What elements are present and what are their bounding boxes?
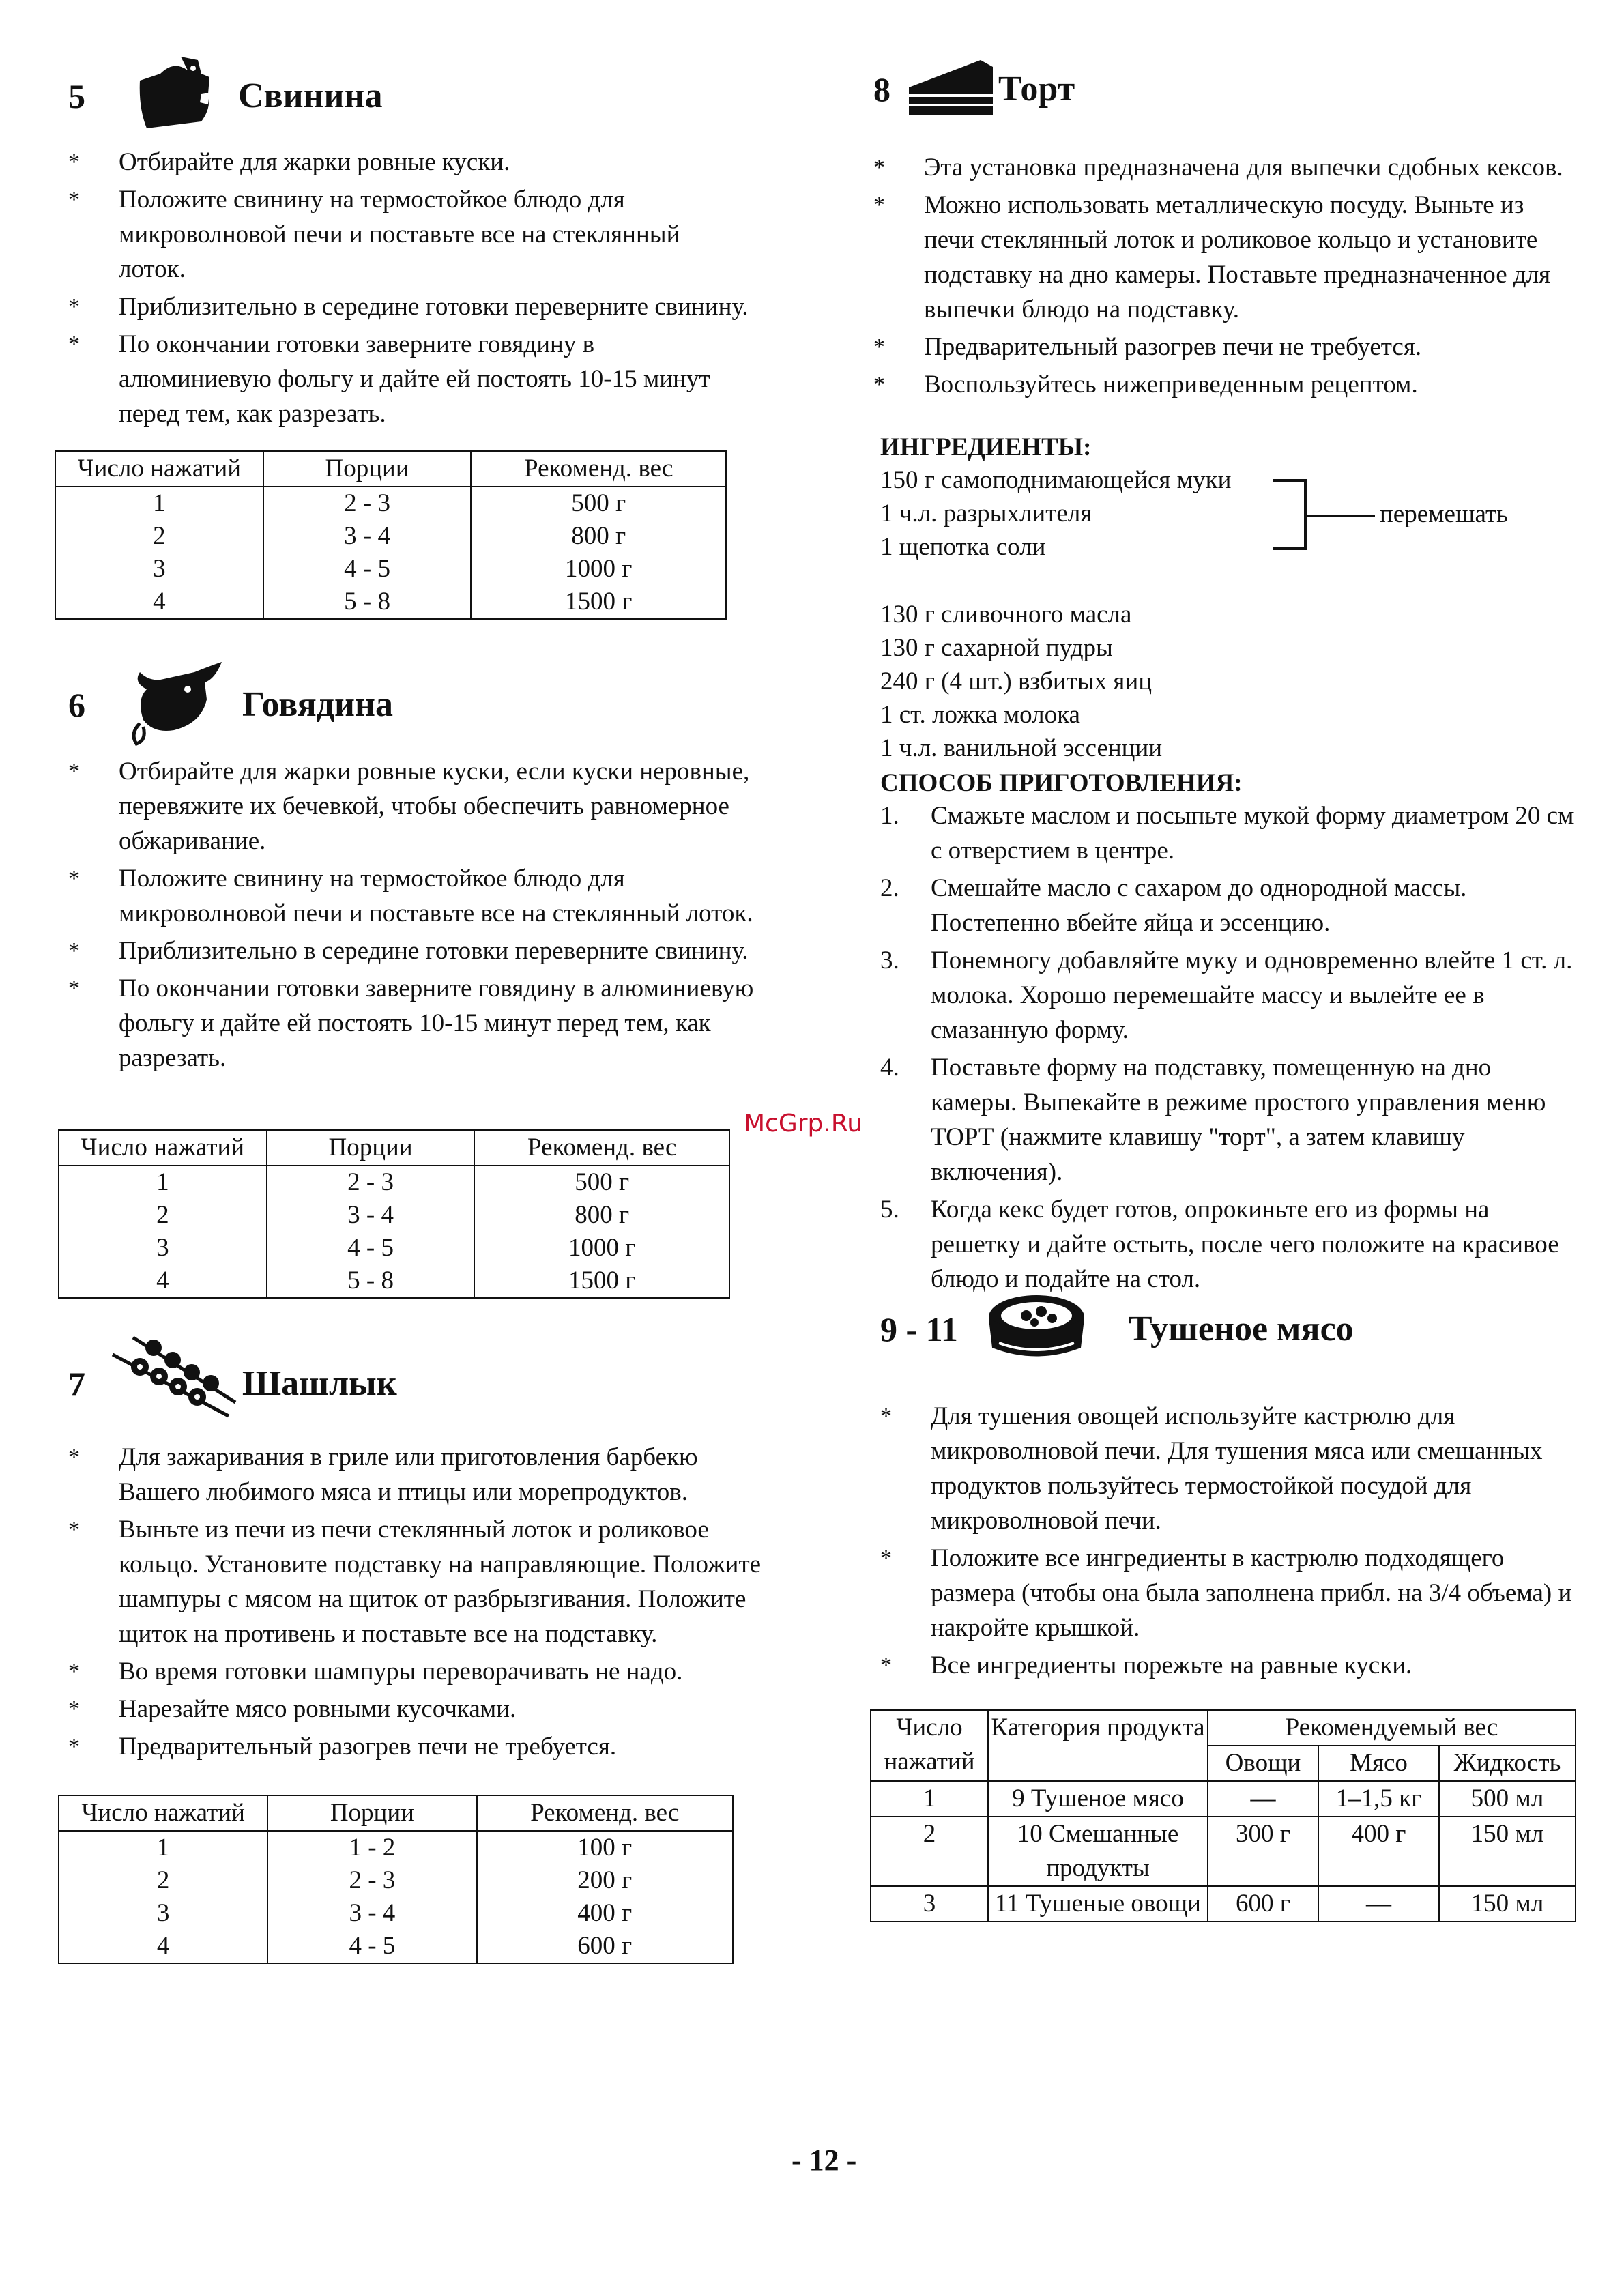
bullet-star: * [68, 149, 80, 175]
method-step [880, 943, 1583, 1047]
table-cell: 2 - 3 [267, 1864, 476, 1897]
bullet-text: Для тушения овощей используйте кастрюлю для микроволновой печи. Для тушения мяса или смешанных продуктов пользуйтесь термостойкой посудой для микроволновой печи. [931, 1402, 1543, 1535]
list-item [68, 182, 751, 287]
bullet-star: * [68, 759, 80, 784]
cake-number: 8 [873, 70, 890, 109]
table-row [59, 1166, 729, 1199]
beef-number: 6 [68, 685, 85, 724]
table-row [55, 520, 726, 553]
bullet-star: * [68, 1659, 80, 1684]
bullet-text: Отбирайте для жарки ровные куски. [119, 148, 510, 176]
bullet-text: По окончании готовки заверните говядину в алюминиевую фольгу и дайте ей постоять 10-15 минут перед тем, как разрезать. [119, 974, 754, 1072]
pork-heading [68, 53, 382, 139]
table-cell: 1 [59, 1831, 267, 1864]
table-cell: 4 - 5 [263, 553, 472, 585]
kebab-title: Шашлык [242, 1364, 397, 1403]
bullet-text: Положите все ингредиенты в кастрюлю подходящего размера (чтобы она была заполнена прибл. на 3/4 объема) и накройте крышкой. [931, 1544, 1572, 1642]
table-cell: 400 г [477, 1897, 733, 1930]
table-cell: 3 - 4 [267, 1897, 476, 1930]
table-cell: 2 [59, 1199, 267, 1232]
table-header: Число нажатий [59, 1795, 267, 1831]
list-item [873, 188, 1569, 327]
stew-cell-liquid: 150 мл [1439, 1817, 1576, 1886]
table-cell: 2 - 3 [267, 1166, 475, 1199]
method-step [880, 1050, 1583, 1189]
skewers-icon [106, 1334, 242, 1433]
table-row [59, 1232, 729, 1264]
stew-cell-veg: — [1208, 1781, 1318, 1817]
table-row [59, 1831, 733, 1864]
table-cell: 3 [59, 1232, 267, 1264]
stew-cell-presses: 1 [871, 1781, 988, 1817]
ingredient-line: 130 г сахарной пудры [880, 634, 1113, 662]
step-number: 1. [880, 802, 899, 830]
beef-bullets [68, 754, 778, 1078]
table-cell: 1 - 2 [267, 1831, 476, 1864]
stew-cell-meat: 400 г [1318, 1817, 1439, 1886]
bullet-star: * [873, 334, 885, 360]
ingredient-line: 1 щепотка соли [880, 533, 1046, 561]
bullet-star: * [873, 155, 885, 180]
pork-number: 5 [68, 76, 85, 115]
pork-title: Свинина [238, 76, 383, 115]
ingredient-line: 240 г (4 шт.) взбитых яиц [880, 667, 1152, 695]
list-item [880, 1541, 1583, 1645]
list-item [68, 861, 778, 931]
cake-heading [873, 53, 1075, 125]
list-item [68, 1654, 778, 1689]
bullet-text: Положите свинину на термостойкое блюдо для микроволновой печи и поставьте все на стеклянный лоток. [119, 865, 753, 927]
beef-title: Говядина [242, 685, 393, 724]
page-number: - 12 - [792, 2143, 857, 2177]
bullet-star: * [68, 1734, 80, 1759]
table-cell: 3 [59, 1897, 267, 1930]
table-row [59, 1930, 733, 1963]
table-header: Рекоменд. вес [477, 1795, 733, 1831]
table-row [871, 1886, 1576, 1922]
bullet-star: * [68, 1517, 80, 1542]
cake-title: Торт [998, 70, 1075, 109]
step-text: Смажьте маслом и посыпьте мукой форму диаметром 20 см с отверстием в центре. [931, 802, 1574, 865]
list-item [880, 1399, 1583, 1538]
bullet-star: * [68, 866, 80, 891]
table-row [871, 1781, 1576, 1817]
ingredient-line: 1 ч.л. разрыхлителя [880, 500, 1092, 527]
method-step [880, 1192, 1583, 1297]
stew-title: Тушеное мясо [1128, 1310, 1354, 1348]
table-cell: 200 г [477, 1864, 733, 1897]
cake-slice-icon [905, 53, 994, 125]
pot-icon [985, 1290, 1088, 1368]
bullet-text: Предварительный разогрев печи не требуется. [924, 333, 1422, 361]
step-text: Поставьте форму на подставку, помещенную на дно камеры. Выпекайте в режиме простого управления меню ТОРТ (нажмите клавишу "торт", а затем клавишу включения). [931, 1054, 1546, 1186]
stew-header-veg: Овощи [1208, 1746, 1318, 1781]
table-cell: 1500 г [474, 1264, 729, 1298]
table-row [55, 585, 726, 619]
table-cell: 1 [55, 487, 263, 520]
stew-cell-category: 9 Тушеное мясо [988, 1781, 1208, 1817]
stew-cell-presses: 2 [871, 1817, 988, 1886]
table-cell: 500 г [474, 1166, 729, 1199]
bullet-star: * [68, 187, 80, 212]
stew-header-meat: Мясо [1318, 1746, 1439, 1781]
step-number: 3. [880, 946, 899, 974]
bullet-star: * [68, 938, 80, 964]
list-item [68, 1512, 778, 1651]
list-item [68, 327, 751, 431]
table-header: Порции [263, 451, 472, 487]
bullet-star: * [68, 294, 80, 319]
kebab-number: 7 [68, 1364, 85, 1403]
pork-table [55, 450, 727, 620]
table-cell: 2 [59, 1864, 267, 1897]
bullet-star: * [880, 1404, 892, 1429]
bullet-text: Нарезайте мясо ровными кусочками. [119, 1695, 517, 1723]
stew-cell-liquid: 500 мл [1439, 1781, 1576, 1817]
list-item [68, 754, 778, 858]
stew-bullets [880, 1399, 1583, 1686]
mix-group [880, 463, 1231, 563]
bullet-star: * [880, 1546, 892, 1571]
list-item [880, 1648, 1583, 1683]
step-text: Когда кекс будет готов, опрокиньте его из формы на решетку и дайте остыть, после чего положите на красивое блюдо и подайте на стол. [931, 1196, 1559, 1293]
ingredients-heading: ИНГРЕДИЕНТЫ: [880, 433, 1092, 461]
table-header: Порции [267, 1795, 476, 1831]
stew-cell-presses: 3 [871, 1886, 988, 1922]
bullet-star: * [880, 1653, 892, 1678]
table-row [59, 1199, 729, 1232]
kebab-table [58, 1795, 734, 1964]
bullet-text: Приблизительно в середине готовки переверните свинину. [119, 937, 749, 965]
table-cell: 1 [59, 1166, 267, 1199]
stew-header-category: Категория продукта [988, 1710, 1208, 1781]
bullet-star: * [873, 372, 885, 397]
stew-table [870, 1709, 1576, 1922]
table-cell: 1000 г [474, 1232, 729, 1264]
ingredient-line: 1 ч.л. ванильной эссенции [880, 734, 1163, 762]
bullet-text: Все ингредиенты порежьте на равные куски. [931, 1651, 1412, 1679]
mix-bracket [1273, 478, 1382, 553]
stew-cell-meat: — [1318, 1886, 1439, 1922]
table-cell: 100 г [477, 1831, 733, 1864]
stew-cell-veg: 600 г [1208, 1886, 1318, 1922]
method-steps [880, 798, 1583, 1299]
method-step [880, 871, 1583, 940]
ingredient-line: 130 г сливочного масла [880, 601, 1132, 628]
table-cell: 600 г [477, 1930, 733, 1963]
step-number: 2. [880, 874, 899, 902]
table-cell: 5 - 8 [263, 585, 472, 619]
list-item [68, 934, 778, 968]
stew-heading [880, 1290, 1354, 1368]
step-text: Смешайте масло с сахаром до однородной массы. Постепенно вбейте яйца и эссенцию. [931, 874, 1467, 937]
table-cell: 4 - 5 [267, 1232, 475, 1264]
beef-heading [68, 659, 393, 751]
table-header: Рекоменд. вес [474, 1130, 729, 1166]
step-number: 5. [880, 1196, 899, 1224]
bullet-star: * [68, 1445, 80, 1470]
table-header: Число нажатий [59, 1130, 267, 1166]
bullet-text: Выньте из печи из печи стеклянный лоток и роликовое кольцо. Установите подставку на направляющие. Положите шампуры с мясом на щиток от разбрызгивания. Положите щиток на противень и поставьте все на подставку. [119, 1516, 762, 1648]
bullet-star: * [68, 1696, 80, 1722]
table-row [55, 553, 726, 585]
table-cell: 800 г [471, 520, 726, 553]
table-header: Порции [267, 1130, 475, 1166]
list-item [68, 289, 751, 324]
table-cell: 4 [59, 1264, 267, 1298]
list-item [68, 1692, 778, 1726]
list-item [68, 971, 778, 1075]
stew-cell-liquid: 150 мл [1439, 1886, 1576, 1922]
list-item [68, 1440, 778, 1509]
table-cell: 5 - 8 [267, 1264, 475, 1298]
list-item [68, 145, 751, 179]
stew-cell-category: 11 Тушеные овощи [988, 1886, 1208, 1922]
table-cell: 3 - 4 [267, 1199, 475, 1232]
stew-header-liquid: Жидкость [1439, 1746, 1576, 1781]
list-item [68, 1729, 778, 1764]
watermark: McGrp.Ru [744, 1110, 863, 1138]
table-cell: 1500 г [471, 585, 726, 619]
table-cell: 2 - 3 [263, 487, 472, 520]
table-header: Рекоменд. вес [471, 451, 726, 487]
stew-cell-meat: 1–1,5 кг [1318, 1781, 1439, 1817]
beef-table [58, 1129, 730, 1299]
stew-number: 9 - 11 [880, 1310, 958, 1348]
stew-header-weight: Рекомендуемый вес [1208, 1710, 1576, 1746]
bullet-text: Приблизительно в середине готовки переверните свинину. [119, 293, 749, 321]
table-cell: 1000 г [471, 553, 726, 585]
pig-icon [133, 53, 215, 139]
cake-bullets [873, 150, 1569, 405]
table-cell: 3 - 4 [263, 520, 472, 553]
method-heading: СПОСОБ ПРИГОТОВЛЕНИЯ: [880, 769, 1243, 797]
bullet-text: Отбирайте для жарки ровные куски, если куски неровные, перевяжите их бечевкой, чтобы обеспечить равномерное обжаривание. [119, 757, 750, 855]
bullet-text: Эта установка предназначена для выпечки сдобных кексов. [924, 154, 1563, 182]
table-row [871, 1817, 1576, 1886]
bullet-star: * [873, 192, 885, 218]
kebab-heading [68, 1334, 397, 1433]
stew-cell-veg: 300 г [1208, 1817, 1318, 1886]
bullet-text: Для зажаривания в гриле или приготовления барбекю Вашего любимого мяса и птицы или морепродуктов. [119, 1443, 698, 1506]
mix-label: перемешать [1380, 500, 1508, 528]
bullet-text: По окончании готовки заверните говядину в алюминиевую фольгу и дайте ей постоять 10-15 минут перед тем, как разрезать. [119, 330, 710, 428]
pork-bullets [68, 145, 751, 434]
table-cell: 2 [55, 520, 263, 553]
table-row [59, 1864, 733, 1897]
step-number: 4. [880, 1054, 899, 1082]
bullet-text: Во время готовки шампуры переворачивать не надо. [119, 1658, 683, 1686]
bullet-text: Воспользуйтесь нижеприведенным рецептом. [924, 371, 1418, 399]
stew-header-presses: Число нажатий [871, 1710, 988, 1781]
bullet-text: Можно использовать металлическую посуду. Выньте из печи стеклянный лоток и роликовое кольцо и установите подставку на дно камеры. Поставьте предназначенное для выпечки блюдо на подставку. [924, 191, 1551, 323]
bullet-star: * [68, 976, 80, 1001]
cow-icon [126, 659, 229, 751]
ingredient-line: 1 ст. ложка молока [880, 701, 1080, 729]
ingredients-list [880, 597, 1162, 764]
table-row [59, 1264, 729, 1298]
bullet-star: * [68, 332, 80, 357]
bullet-text: Предварительный разогрев печи не требуется. [119, 1733, 617, 1761]
table-cell: 800 г [474, 1199, 729, 1232]
table-cell: 3 [55, 553, 263, 585]
table-cell: 500 г [471, 487, 726, 520]
kebab-bullets [68, 1440, 778, 1767]
table-header: Число нажатий [55, 451, 263, 487]
table-cell: 4 - 5 [267, 1930, 476, 1963]
bullet-text: Положите свинину на термостойкое блюдо для микроволновой печи и поставьте все на стеклянный лоток. [119, 186, 680, 283]
table-row [55, 487, 726, 520]
table-row [59, 1897, 733, 1930]
stew-cell-category: 10 Смешанные продукты [988, 1817, 1208, 1886]
list-item [873, 330, 1569, 364]
method-step [880, 798, 1583, 868]
ingredient-line: 150 г самоподнимающейся муки [880, 466, 1232, 494]
list-item [873, 367, 1569, 402]
table-cell: 4 [55, 585, 263, 619]
list-item [873, 150, 1569, 185]
step-text: Понемногу добавляйте муку и одновременно влейте 1 ст. л. молока. Хорошо перемешайте массу и вылейте ее в смазанную форму. [931, 946, 1573, 1044]
table-cell: 4 [59, 1930, 267, 1963]
